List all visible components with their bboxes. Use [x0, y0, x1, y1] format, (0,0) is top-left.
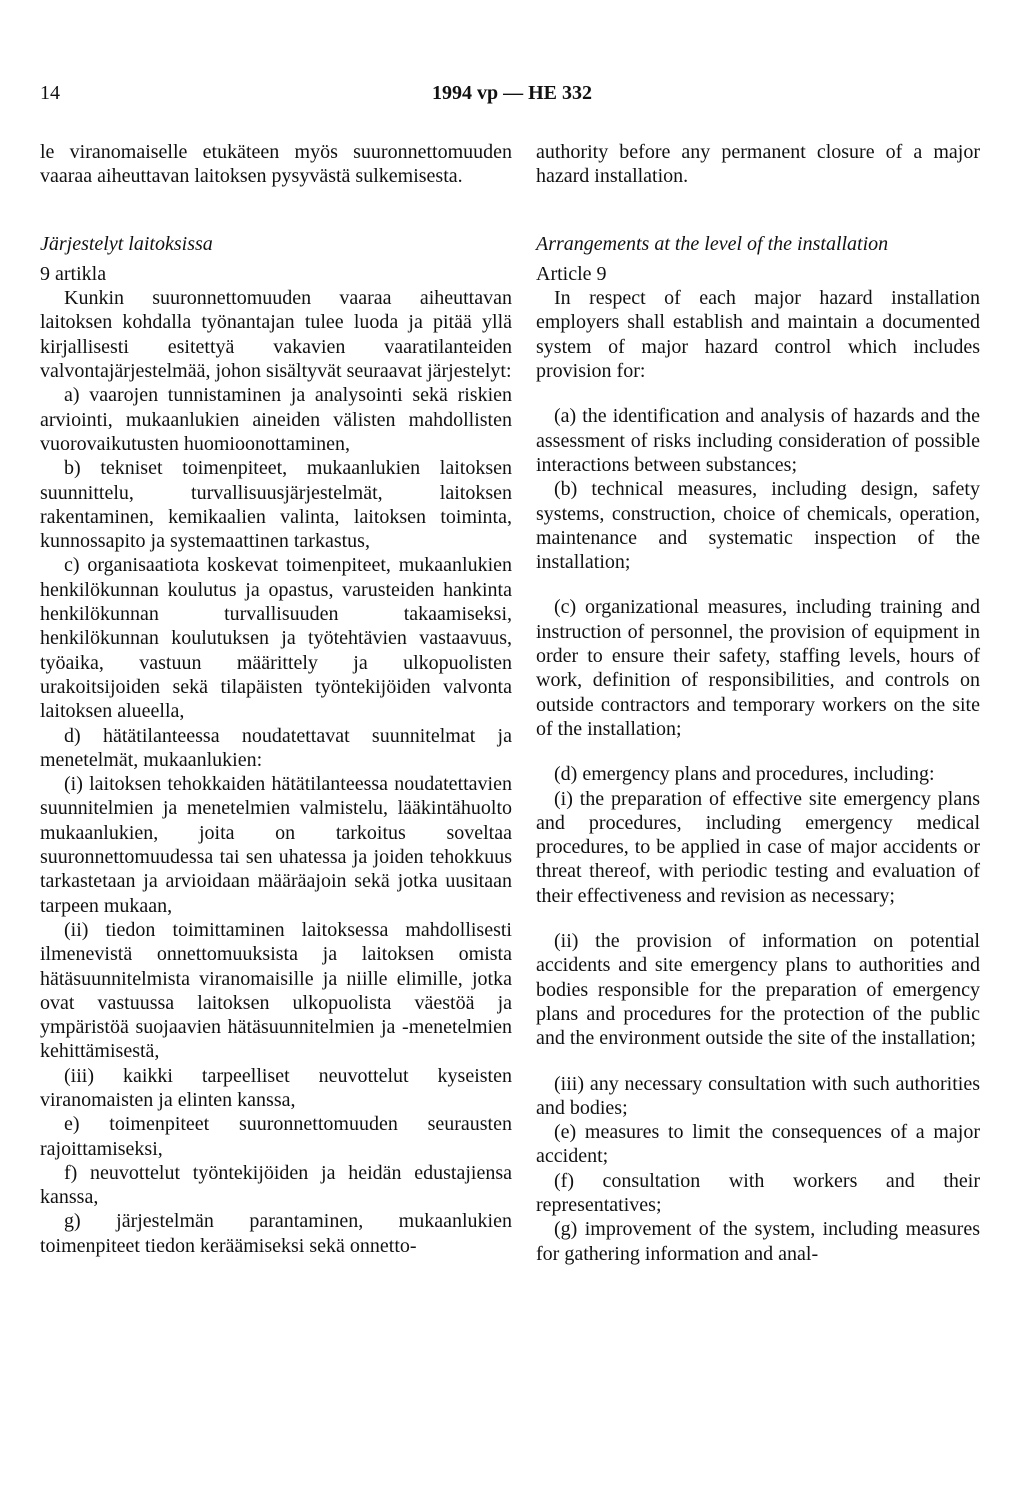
finnish-continuation: le viranomaiselle etukäteen myös suuronnettomuuden vaaraa aiheuttavan laitoksen pysyvästä sulkemisesta.	[40, 141, 512, 188]
finnish-item-d: d) hätätilanteessa noudatettavat suunnitelmat ja menetelmät, mukaanlukien:	[40, 724, 512, 771]
english-section-heading: Arrangements at the level of the installation	[536, 232, 889, 255]
english-intro: In respect of each major hazard installation employers shall establish and maintain a documented system of major hazard control which includes provision for:	[536, 287, 980, 383]
english-item-c: (c) organizational measures, including training and instruction of personnel, the provision of equipment in order to ensure their safety, staffing levels, hours of work, definition of responsibilities, and controls on outside contractors and temporary workers on the site of the installation;	[536, 596, 980, 740]
finnish-item-f: f) neuvottelut työntekijöiden ja heidän edustajiensa kanssa,	[40, 1161, 512, 1209]
running-title: 1994 vp — HE 332	[431, 82, 593, 104]
english-column	[536, 140, 980, 1266]
finnish-column	[40, 140, 512, 1258]
english-item-g: (g) improvement of the system, including measures for gathering information and anal-	[536, 1218, 980, 1265]
finnish-item-d-i: (i) laitoksen tehokkaiden hätätilanteessa noudatettavien suunnitelmien ja menetelmien valmistelu, lääkintähuolto mukaanlukien, joita on tarkoitus soveltaa suuronnettomuudessa tai sen uhatessa ja joiden tehokkuus tarkastetaan ja arvioidaan määräajoin sekä jotka uusitaan tarpeen mukaan,	[40, 773, 512, 917]
page-number: 14	[40, 82, 60, 104]
finnish-item-d-ii: (ii) tiedon toimittaminen laitoksessa mahdollisesti ilmenevistä onnettomuuksista ja laitoksen omista hätäsuunnitelmista viranomaisille ja niille elimille, jotka ovat vastuussa laitoksen ulkopuolista väestöä ja ympäristöä suojaavien hätäsuunnitelmien ja -menetelmien kehittämisestä,	[40, 918, 512, 1063]
finnish-article-title: 9 artikla	[40, 262, 107, 285]
english-item-f: (f) consultation with workers and their representatives;	[536, 1169, 980, 1216]
english-item-a: (a) the identification and analysis of hazards and the assessment of risks including consideration of possible interactions between substances;	[536, 405, 980, 476]
finnish-item-b: b) tekniset toimenpiteet, mukaanlukien laitoksen suunnittelu, turvallisuusjärjestelmät, laitoksen rakentaminen, kemikaalien valinta, laitoksen toiminta, kunnossapito ja systemaattinen tarkastus,	[40, 457, 512, 553]
english-article-title: Article 9	[536, 262, 607, 285]
english-item-d: (d) emergency plans and procedures, including:	[554, 763, 935, 786]
english-item-b: (b) technical measures, including design, safety systems, construction, choice of chemicals, operation, maintenance and systematic inspection of the installation;	[536, 478, 980, 574]
finnish-item-d-iii: (iii) kaikki tarpeelliset neuvottelut kyseisten viranomaisten ja elinten kanssa,	[40, 1064, 512, 1111]
english-item-d-i: (i) the preparation of effective site emergency plans and procedures, including emergency medical procedures, to be applied in case of major accidents or threat thereof, with periodic testing and evaluation of their effectiveness and revision as necessary;	[536, 787, 980, 907]
finnish-item-e: e) toimenpiteet suuronnettomuuden seurausten rajoittamiseksi,	[40, 1113, 512, 1160]
finnish-item-g: g) järjestelmän parantaminen, mukaanlukien toimenpiteet tiedon keräämiseksi sekä onnetto-	[40, 1210, 512, 1257]
finnish-item-c: c) organisaatiota koskevat toimenpiteet, mukaanlukien henkilökunnan koulutus ja opastus, varusteiden hankinta henkilökunnan turvallisuuden takaamiseksi, henkilökunnan koulutuksen ja työtehtävien vastaavuus, työaika, vastuun määrittely ja ulkopuolisten urakoitsijoiden sekä tilapäisten työntekijöiden valvonta laitoksen alueella,	[40, 554, 512, 723]
english-item-d-iii: (iii) any necessary consultation with such authorities and bodies;	[536, 1072, 980, 1119]
finnish-section-heading: Järjestelyt laitoksissa	[40, 232, 213, 255]
finnish-intro: Kunkin suuronnettomuuden vaaraa aiheuttavan laitoksen kohdalla työnantajan tulee luoda ja pitää yllä kirjallisesti esitettyä vakavien vaaratilanteiden valvontajärjestelmää, johon sisältyvät seuraavat järjestelyt:	[40, 287, 512, 383]
english-item-d-ii: (ii) the provision of information on potential accidents and site emergency plans to authorities and bodies responsible for the preparation of emergency plans and procedures for the protection of the public and the environment outside the site of the installation;	[536, 930, 980, 1050]
english-continuation: authority before any permanent closure of a major hazard installation.	[536, 141, 980, 188]
english-item-e: (e) measures to limit the consequences of a major accident;	[536, 1121, 980, 1168]
finnish-item-a: a) vaarojen tunnistaminen ja analysointi sekä riskien arviointi, mukaanlukien aineiden välisten mahdollisten vuorovaikutusten huomioonottaminen,	[40, 384, 512, 455]
